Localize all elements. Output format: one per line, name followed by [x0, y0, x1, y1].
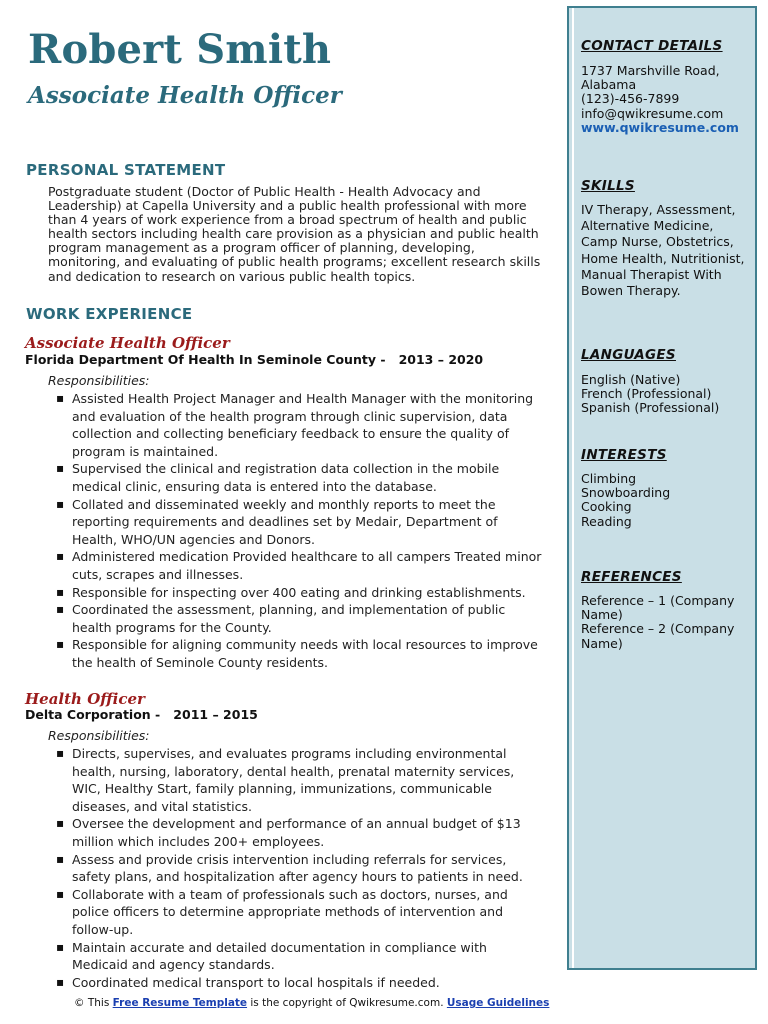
list-item: ▪ Maintain accurate and detailed documentation in compliance with Medicaid and agency standards. — [72, 939, 544, 974]
languages-list — [581, 373, 753, 416]
personal-statement-text: Postgraduate student (Doctor of Public Health - Health Advocacy and Leadership) at Capella University and a public health professional with more than 4 years of work experience from a broad spectrum of health and public health sectors including health care provision as a physician and public health program management as a program officer of planning, developing, monitoring, and evaluating of public health programs; excellent research skills and dedication to research on various public health topics. — [48, 184, 541, 284]
responsibilities-label: Responsibilities: — [48, 373, 150, 388]
language-item: English (Native) — [581, 372, 681, 387]
footer-prefix: © This — [74, 997, 113, 1009]
interest-item: Snowboarding — [581, 485, 671, 501]
list-item: ▪ Responsible for aligning community needs with local resources to improve the health of Seminole County residents. — [72, 636, 544, 671]
list-item: ▪ Oversee the development and performance of an annual budget of $13 million which includes 200+ employees. — [72, 815, 544, 850]
contact-details-heading: CONTACT DETAILS — [581, 38, 723, 54]
address-line: Alabama — [581, 77, 637, 93]
sidebar — [567, 6, 757, 970]
list-item: ▪ Assisted Health Project Manager and Health Manager with the monitoring and evaluation of the health program through clinic supervision, data collection and collecting beneficiary feedback to ensure the quality of program is maintained. — [72, 390, 544, 460]
contact-details — [581, 64, 753, 135]
language-item: French (Professional) — [581, 386, 712, 402]
skills-heading: SKILLS — [581, 178, 635, 194]
references-list — [581, 594, 753, 651]
personal-statement-heading: PERSONAL STATEMENT — [26, 161, 226, 179]
job-title: Health Officer — [25, 690, 145, 708]
interest-item: Cooking — [581, 499, 632, 515]
work-experience-heading: WORK EXPERIENCE — [26, 305, 193, 323]
email-address: info@qwikresume.com — [581, 105, 724, 121]
list-item: ▪ Directs, supervises, and evaluates programs including environmental health, nursing, laboratory, dental health, prenatal maternity services, WIC, Healthy Start, family planning, immunizations, communicable diseases, and vital statistics. — [72, 745, 544, 815]
reference-item: Reference – 1 (Company Name) — [581, 593, 735, 623]
languages-heading: LANGUAGES — [581, 347, 676, 363]
list-item: ▪ Supervised the clinical and registration data collection in the mobile medical clinic, ensuring data is entered into the database. — [72, 460, 544, 495]
language-item: Spanish (Professional) — [581, 400, 720, 416]
interests-list — [581, 472, 753, 529]
responsibilities-label: Responsibilities: — [48, 728, 150, 743]
free-resume-template-link[interactable]: Free Resume Template — [112, 997, 248, 1009]
job-organization: Florida Department Of Health In Seminole County - 2013 – 2020 — [25, 352, 484, 367]
list-item: ▪ Responsible for inspecting over 400 eating and drinking establishments. — [72, 584, 544, 602]
list-item: ▪ Collaborate with a team of professionals such as doctors, nurses, and police officers to determine appropriate methods of intervention and follow-up. — [72, 886, 544, 939]
list-item: ▪ Collated and disseminated weekly and monthly reports to meet the reporting requirements and deadlines set by Medair, Department of Health, WHO/UN agencies and Donors. — [72, 496, 544, 549]
candidate-title: Associate Health Officer — [28, 82, 342, 109]
list-item: ▪ Administered medication Provided healthcare to all campers Treated minor cuts, scrapes and illnesses. — [72, 548, 544, 583]
footer-middle: is the copyright of Qwikresume.com. — [247, 997, 447, 1009]
interest-item: Reading — [581, 513, 632, 529]
job-title: Associate Health Officer — [25, 334, 230, 352]
interest-item: Climbing — [581, 471, 637, 486]
phone-number: (123)-456-7899 — [581, 91, 680, 107]
candidate-name: Robert Smith — [28, 26, 332, 73]
job-responsibilities-list — [72, 745, 544, 991]
website-link[interactable]: www.qwikresume.com — [581, 119, 739, 135]
copyright-footer — [74, 997, 549, 1009]
reference-item: Reference – 2 (Company Name) — [581, 621, 735, 651]
list-item: ▪ Assess and provide crisis intervention including referrals for services, safety plans, and hospitalization after agency hours to patients in need. — [72, 851, 544, 886]
sidebar-divider — [572, 8, 574, 968]
address-line: 1737 Marshville Road, — [581, 63, 720, 78]
list-item: ▪ Coordinated medical transport to local hospitals if needed. — [72, 974, 544, 992]
references-heading: REFERENCES — [581, 569, 682, 585]
list-item: ▪ Coordinated the assessment, planning, and implementation of public health programs for the County. — [72, 601, 544, 636]
usage-guidelines-link[interactable]: Usage Guidelines — [446, 997, 550, 1009]
job-responsibilities-list — [72, 390, 544, 672]
job-organization: Delta Corporation - 2011 – 2015 — [25, 707, 258, 722]
skills-text: IV Therapy, Assessment, Alternative Medicine, Camp Nurse, Obstetrics, Home Health, Nutritionist, Manual Therapist With Bowen Therapy. — [581, 202, 745, 299]
interests-heading: INTERESTS — [581, 447, 667, 463]
